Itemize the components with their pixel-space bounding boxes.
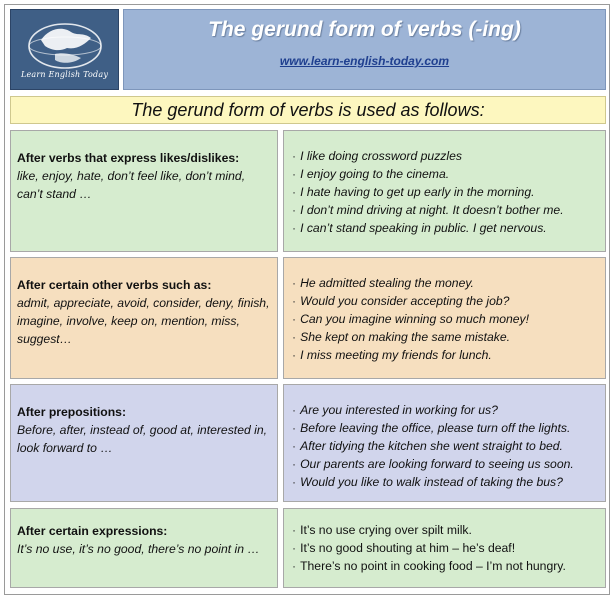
rule-body: like, enjoy, hate, don’t feel like, don’t mind, can’t stand … bbox=[17, 169, 246, 201]
example-item: · I enjoy going to the cinema. bbox=[292, 167, 450, 181]
page-title: The gerund form of verbs (-ing) bbox=[208, 18, 521, 41]
example-item: · Would you like to walk instead of taking the bus? bbox=[292, 475, 563, 489]
rule-heading: After verbs that express likes/dislikes: bbox=[17, 151, 240, 165]
example-item: · He admitted stealing the money. bbox=[292, 276, 474, 290]
rule-cell-prepositions bbox=[10, 384, 278, 502]
example-item: · It’s no good shouting at him – he’s deaf! bbox=[292, 541, 516, 555]
rule-heading: After certain other verbs such as: bbox=[17, 278, 212, 292]
logo bbox=[10, 9, 119, 90]
example-item: · She kept on making the same mistake. bbox=[292, 330, 511, 344]
rule-heading: After certain expressions: bbox=[17, 524, 168, 538]
example-item: · I like doing crossword puzzles bbox=[292, 149, 462, 163]
website-link[interactable]: www.learn-english-today.com bbox=[279, 54, 450, 68]
example-item: · I hate having to get up early in the morning. bbox=[292, 185, 535, 199]
rule-cell-other-verbs bbox=[10, 257, 278, 379]
subtitle-panel bbox=[10, 96, 606, 124]
examples-cell-likes-dislikes bbox=[283, 130, 606, 252]
example-item: · Our parents are looking forward to seeing us soon. bbox=[292, 457, 574, 471]
rule-heading: After prepositions: bbox=[17, 405, 127, 419]
example-item: · It’s no use crying over spilt milk. bbox=[292, 523, 472, 537]
subtitle: The gerund form of verbs is used as follows: bbox=[131, 100, 485, 120]
title-panel bbox=[123, 9, 606, 90]
rule-cell-expressions bbox=[10, 508, 278, 588]
example-item: · Are you interested in working for us? bbox=[292, 403, 498, 417]
example-item: · Can you imagine winning so much money! bbox=[292, 312, 530, 326]
example-item: · After tidying the kitchen she went straight to bed. bbox=[292, 439, 563, 453]
rule-body: Before, after, instead of, good at, interested in, look forward to … bbox=[17, 423, 268, 455]
logo-text: Learn English Today bbox=[20, 70, 109, 79]
example-item: · I can’t stand speaking in public. I get nervous. bbox=[292, 221, 547, 235]
example-item: · Before leaving the office, please turn off the lights. bbox=[292, 421, 571, 435]
example-item: · There’s no point in cooking food – I’m not hungry. bbox=[292, 559, 566, 573]
examples-cell-expressions bbox=[283, 508, 606, 588]
rule-cell-likes-dislikes bbox=[10, 130, 278, 252]
example-item: · Would you consider accepting the job? bbox=[292, 294, 510, 308]
examples-cell-prepositions bbox=[283, 384, 606, 502]
examples-cell-other-verbs bbox=[283, 257, 606, 379]
rule-body: admit, appreciate, avoid, consider, deny, finish, imagine, involve, keep on, mention, miss, suggest… bbox=[17, 296, 270, 346]
example-item: · I miss meeting my friends for lunch. bbox=[292, 348, 492, 362]
rule-body: It’s no use, it’s no good, there’s no point in … bbox=[17, 542, 260, 556]
example-item: · I don’t mind driving at night. It doesn’t bother me. bbox=[292, 203, 564, 217]
